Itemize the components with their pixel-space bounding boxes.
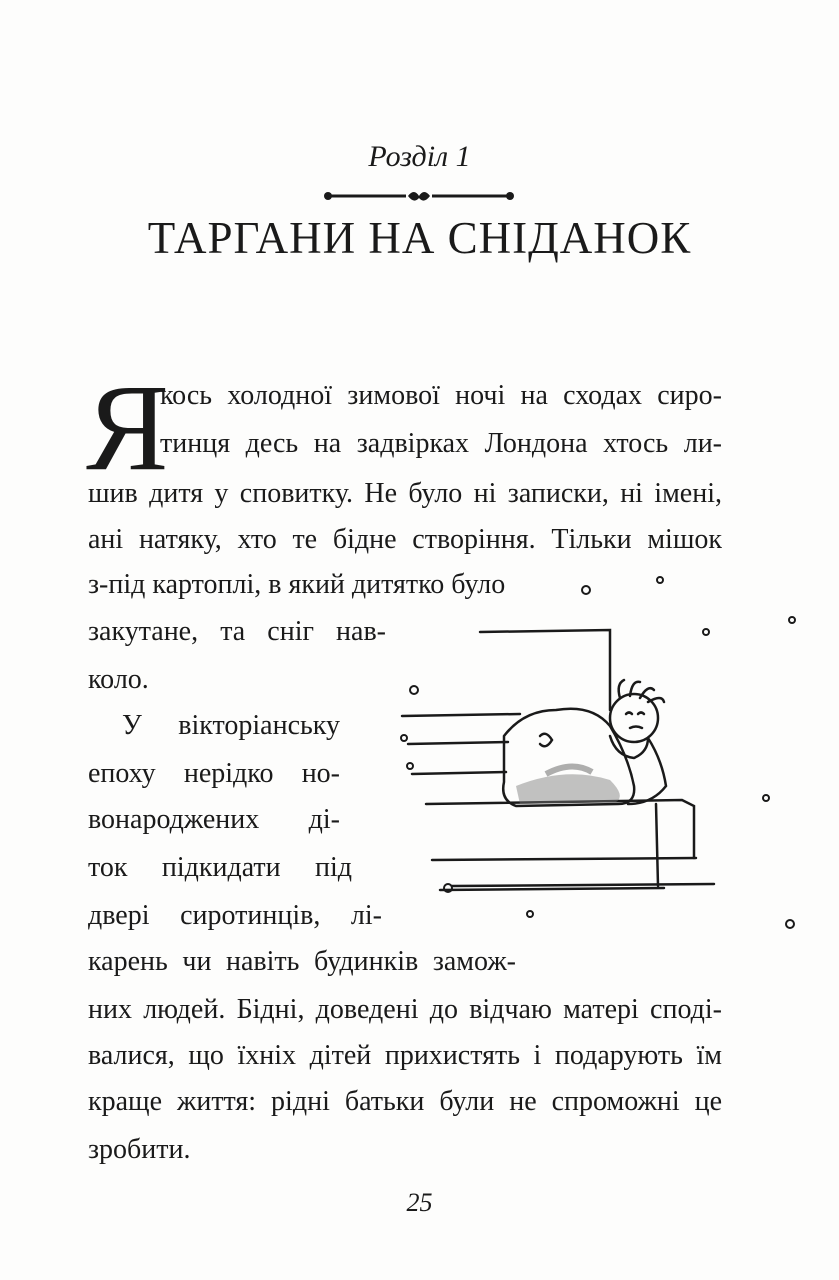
drop-cap: Я bbox=[86, 359, 169, 496]
baby-on-steps-illustration bbox=[396, 560, 816, 940]
paragraph-line: шив дитя у сповитку. Не було ні записки, ні імені, bbox=[88, 478, 722, 509]
chapter-label: Розділ 1 bbox=[368, 140, 471, 173]
paragraph-line: вонароджених ді- bbox=[88, 804, 340, 835]
paragraph-line: з-під картоплі, в який дитятко було bbox=[88, 569, 506, 600]
paragraph-line: краще життя: рідні батьки були не спроможні це bbox=[88, 1086, 722, 1117]
page-number: 25 bbox=[406, 1188, 433, 1217]
paragraph-line: ані натяку, хто те бідне створіння. Тільки мішок bbox=[88, 524, 722, 555]
paragraph-line: кось холодної зимової ночі на сходах сиро- bbox=[160, 380, 722, 411]
chapter-title: ТАРГАНИ НА СНІДАНОК bbox=[147, 213, 692, 263]
paragraph-line: них людей. Бідні, доведені до відчаю матері споді- bbox=[88, 994, 722, 1025]
paragraph-line: двері сиротинців, лі- bbox=[88, 900, 382, 931]
paragraph-line: тинця десь на задвірках Лондона хтось ли- bbox=[160, 428, 722, 459]
paragraph-line: валися, що їхніх дітей прихистять і подарують їм bbox=[88, 1040, 722, 1071]
paragraph-line: У вікторіанську bbox=[122, 710, 340, 741]
paragraph-line: епоху нерідко но- bbox=[88, 758, 340, 789]
ornament-divider bbox=[322, 186, 516, 206]
paragraph-line: зробити. bbox=[88, 1134, 191, 1165]
paragraph-line: ток підкидати під bbox=[88, 852, 352, 883]
paragraph-line: карень чи навіть будинків замож- bbox=[88, 946, 516, 977]
paragraph-line: закутане, та сніг нав- bbox=[88, 616, 386, 647]
paragraph-line: коло. bbox=[88, 664, 149, 695]
